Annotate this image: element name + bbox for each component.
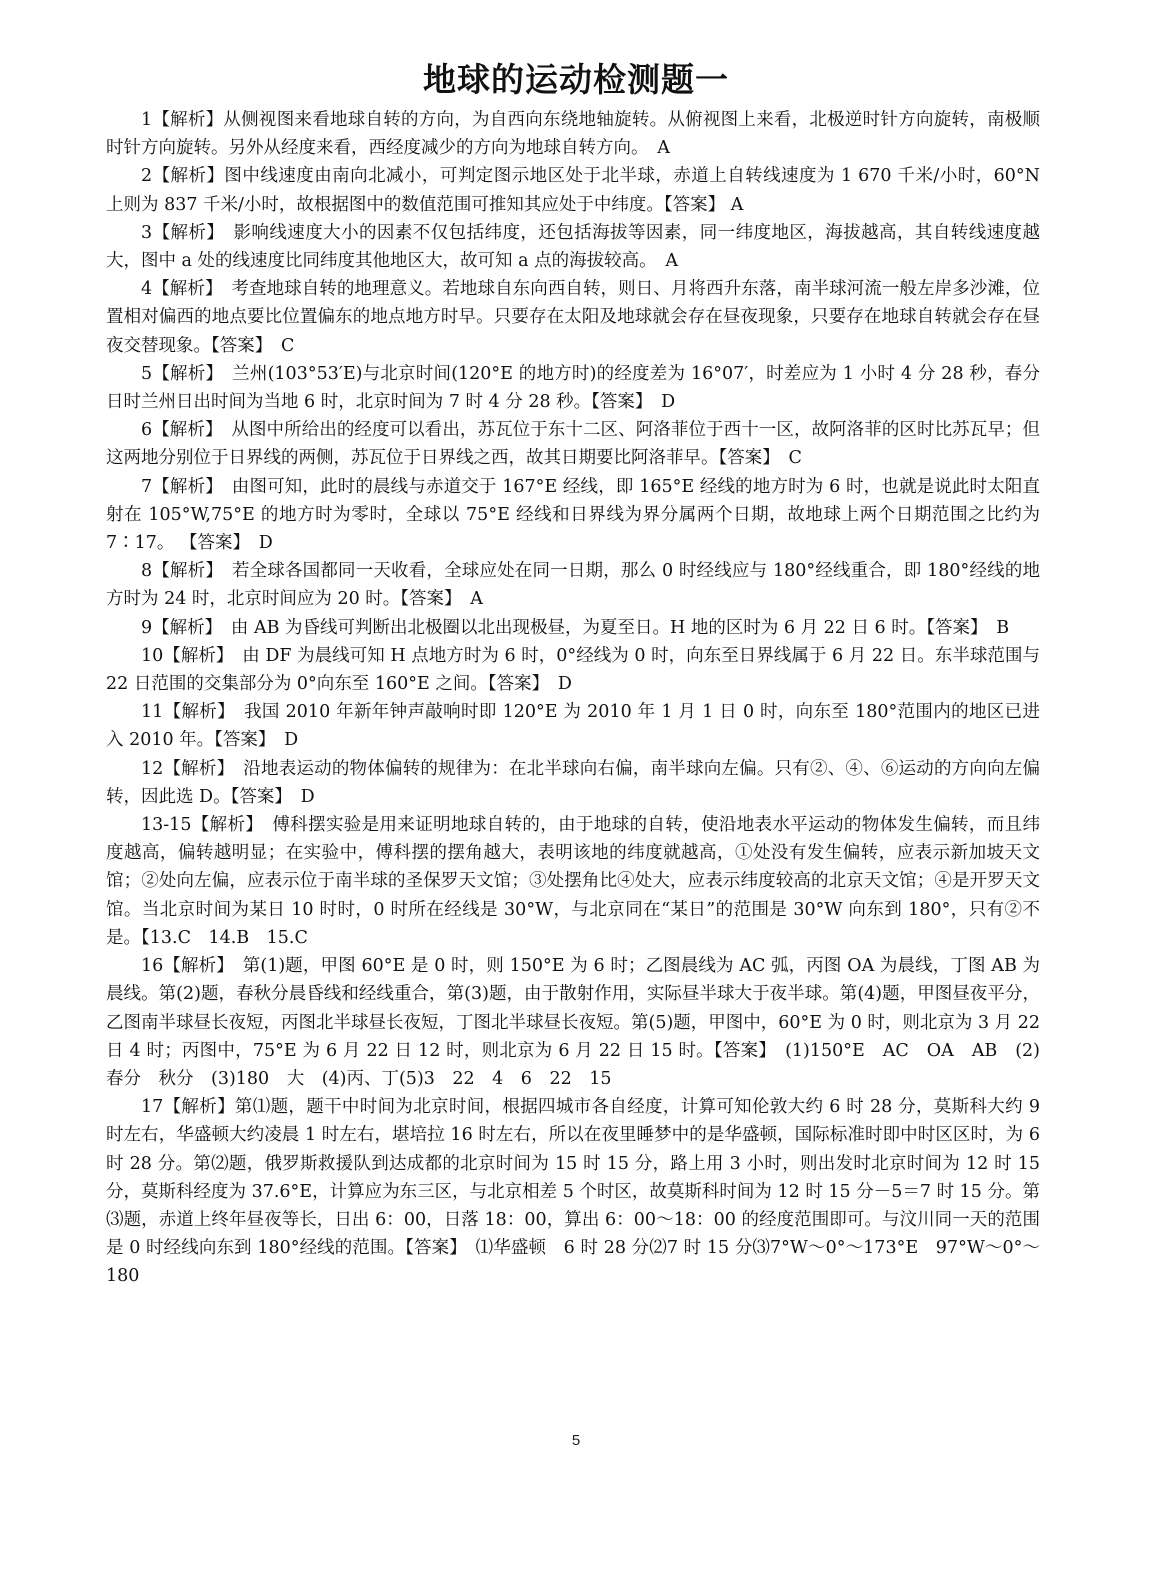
answer-item-5: 5【解析】 兰州(103°53′E)与北京时间(120°E 的地方时)的经度差为 16°07′，时差应为 1 小时 4 分 28 秒，春分日时兰州日出时间为当地 6 时，北京时间为 7 时 4 分 28 秒。【答案】 D: [106, 363, 1040, 413]
answer-item-16: 16【解析】 第(1)题，甲图 60°E 是 0 时，则 150°E 为 6 时；乙图晨线为 AC 弧，丙图 OA 为晨线，丁图 AB 为晨线。第(2)题，春秋分晨昏线和经线重合，第(3)题，由于散射作用，实际昼半球大于夜半球。第(4)题，甲图昼夜平分，乙图南半球昼长夜短，丙图北半球昼长夜短，丁图北半球昼长夜短。第(5)题，甲图中，60°E 为 0 时，则北京为 3 月 22 日 4 时；丙图中，75°E 为 6 月 22 日 12 时，则北京为 6 月 22 日 15 时。【答案】 (1)150°E AC OA AB (2)春分 秋分 (3)180 大 (4)丙、丁(5)3 22 4 6 22 15: [106, 956, 1040, 1089]
answer-list: [106, 106, 1040, 1291]
answer-item-12: 12【解析】 沿地表运动的物体偏转的规律为：在北半球向右偏，南半球向左偏。只有②、④、⑥运动的方向向左偏转，因此选 D。【答案】 D: [106, 758, 1040, 807]
answer-item-7: 7【解析】 由图可知，此时的晨线与赤道交于 167°E 经线，即 165°E 经线的地方时为 6 时，也就是说此时太阳直射在 105°W,75°E 的地方时为零时，全球以 75°E 经线和日界线为界分属两个日期，故地球上两个日期范围之比约为 7∶17。 【答案】 D: [106, 476, 1040, 554]
answer-item-4: 4【解析】 考查地球自转的地理意义。若地球自东向西自转，则日、月将西升东落，南半球河流一般左岸多沙滩，位置相对偏西的地点要比位置偏东的地点地方时早。只要存在太阳及地球就会存在昼夜现象，只要存在地球自转就会存在昼夜交替现象。【答案】 C: [106, 279, 1040, 356]
answer-item-6: 6【解析】 从图中所给出的经度可以看出，苏瓦位于东十二区、阿洛菲位于西十一区，故阿洛菲的区时比苏瓦早；但这两地分别位于日界线的两侧，苏瓦位于日界线之西，故其日期要比阿洛菲早。【答案】 C: [106, 420, 1040, 469]
answer-item-1: 1【解析】从侧视图来看地球自转的方向，为自西向东绕地轴旋转。从俯视图上来看，北极逆时针方向旋转，南极顺时针方向旋转。另外从经度来看，西经度减少的方向为地球自转方向。 A: [106, 110, 1040, 159]
answer-item-8: 8【解析】 若全球各国都同一天收看，全球应处在同一日期，那么 0 时经线应与 180°经线重合，即 180°经线的地方时为 24 时，北京时间应为 20 时。【答案】 A: [106, 561, 1040, 610]
answer-item-2: 2【解析】图中线速度由南向北减小，可判定图示地区处于北半球，赤道上自转线速度为 1 670 千米/小时，60°N 上则为 837 千米/小时，故根据图中的数值范围可推知其应处于中纬度。【答案】 A: [106, 166, 1040, 215]
answer-item-9: 9【解析】 由 AB 为昏线可判断出北极圈以北出现极昼，为夏至日。H 地的区时为 6 月 22 日 6 时。【答案】 B: [141, 617, 1010, 638]
answer-item-11: 11【解析】 我国 2010 年新年钟声敲响时即 120°E 为 2010 年 1 月 1 日 0 时，向东至 180°范围内的地区已进入 2010 年。【答案】 D: [106, 702, 1040, 751]
answer-item-13-15: 13-15【解析】 傅科摆实验是用来证明地球自转的，由于地球的自转，使沿地表水平运动的物体发生偏转，而且纬度越高，偏转越明显；在实验中，傅科摆的摆角越大，表明该地的纬度就越高，①处没有发生偏转，应表示新加坡天文馆；②处向左偏，应表示位于南半球的圣保罗天文馆；③处摆角比④处大，应表示纬度较高的北京天文馆；④是开罗天文馆。当北京时间为某日 10 时时，0 时所在经线是 30°W，与北京同在“某日”的范围是 30°W 向东到 180°，只有②不是。【13.C 14.B 15.C: [106, 815, 1040, 948]
page-number: 5: [571, 1432, 581, 1449]
answer-item-3: 3【解析】 影响线速度大小的因素不仅包括纬度，还包括海拔等因素，同一纬度地区，海拔越高，其自转线速度越大，图中 a 处的线速度比同纬度其他地区大，故可知 a 点的海拔较高。 A: [106, 222, 1040, 272]
answer-item-10: 10【解析】 由 DF 为晨线可知 H 点地方时为 6 时，0°经线为 0 时，向东至日界线属于 6 月 22 日。东半球范围与 22 日范围的交集部分为 0°向东至 160°E 之间。【答案】 D: [106, 645, 1040, 695]
page-title: 地球的运动检测题一: [423, 60, 729, 99]
answer-item-17: 17【解析】第⑴题，题干中时间为北京时间，根据四城市各自经度，计算可知伦敦大约 6 时 28 分，莫斯科大约 9 时左右，华盛顿大约凌晨 1 时左右，堪培拉 16 时左右，所以在夜里睡梦中的是华盛顿，国际标准时即中时区区时，为 6 时 28 分。第⑵题，俄罗斯救援队到达成都的北京时间为 15 时 15 分，路上用 3 小时，则出发时北京时间为 12 时 15 分，莫斯科经度为 37.6°E，计算应为东三区，与北京相差 5 个时区，故莫斯科时间为 12 时 15 分－5＝7 时 15 分。第⑶题，赤道上终年昼夜等长，日出 6：00，日落 18：00，算出 6：00～18：00 的经度范围即可。与汶川同一天的范围是 0 时经线向东到 180°经线的范围。【答案】 ⑴华盛顿 6 时 28 分⑵7 时 15 分⑶7°W～0°～173°E 97°W～0°～180: [106, 1097, 1040, 1287]
